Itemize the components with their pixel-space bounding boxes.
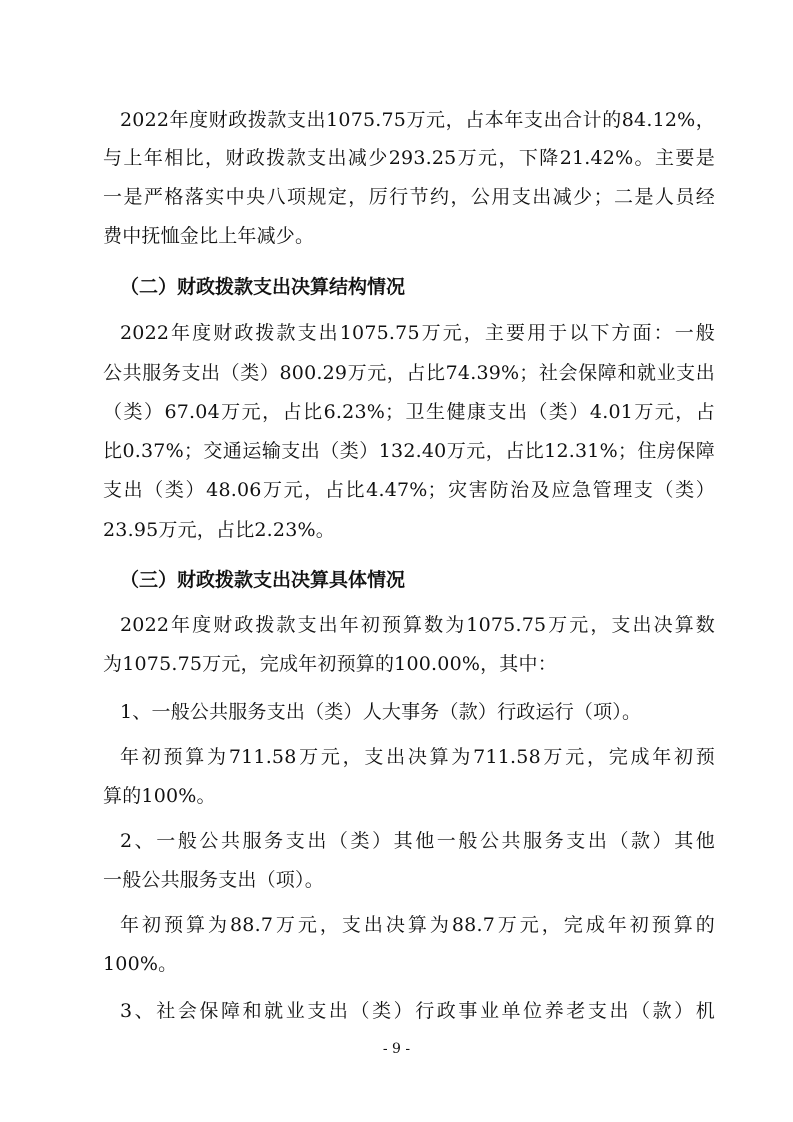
paragraph-line: 公共服务支出（类）800.29万元，占比74.39%；社会保障和就业支出	[103, 362, 715, 384]
paragraph-line: 2022年度财政拨款支出1075.75万元，占本年支出合计的84.12%，	[120, 109, 715, 131]
paragraph-line: 比0.37%；交通运输支出（类）132.40万元，占比12.31%；住房保障	[103, 440, 715, 462]
paragraph-line: 一般公共服务支出（项）。	[103, 869, 324, 891]
page-number: - 9 -	[382, 1041, 411, 1057]
list-item-heading: 3、社会保障和就业支出（类）行政事业单位养老支出（款）机	[120, 1000, 715, 1022]
list-item-heading: 2、一般公共服务支出（类）其他一般公共服务支出（款）其他	[120, 830, 715, 852]
paragraph-line: 2022年度财政拨款支出1075.75万元，主要用于以下方面：一般	[120, 322, 715, 344]
list-item-heading: 1、一般公共服务支出（类）人大事务（款）行政运行（项）。	[120, 701, 642, 723]
paragraph-line: 与上年相比，财政拨款支出减少293.25万元，下降21.42%。主要是	[103, 147, 715, 169]
paragraph-line: 一是严格落实中央八项规定，厉行节约，公用支出减少；二是人员经	[103, 186, 715, 208]
paragraph-line: 算的100%。	[103, 785, 216, 807]
section-heading: （三）财政拨款支出决算具体情况	[120, 569, 406, 591]
paragraph-line: 为1075.75万元，完成年初预算的100.00%，其中：	[103, 653, 557, 675]
paragraph-line: 年初预算为711.58万元，支出决算为711.58万元，完成年初预	[120, 746, 715, 768]
section-heading: （二）财政拨款支出决算结构情况	[120, 276, 406, 298]
paragraph-line: 支出（类）48.06万元，占比4.47%；灾害防治及应急管理支（类）	[103, 479, 715, 501]
paragraph-line: 年初预算为88.7万元，支出决算为88.7万元，完成年初预算的	[120, 914, 715, 936]
paragraph-line: 100%。	[103, 953, 178, 975]
paragraph-line: 费中抚恤金比上年减少。	[103, 225, 315, 247]
paragraph-line: 2022年度财政拨款支出年初预算数为1075.75万元，支出决算数	[120, 614, 715, 636]
paragraph-line: （类）67.04万元，占比6.23%；卫生健康支出（类）4.01万元，占	[103, 401, 715, 423]
paragraph-line: 23.95万元，占比2.23%。	[103, 519, 335, 541]
